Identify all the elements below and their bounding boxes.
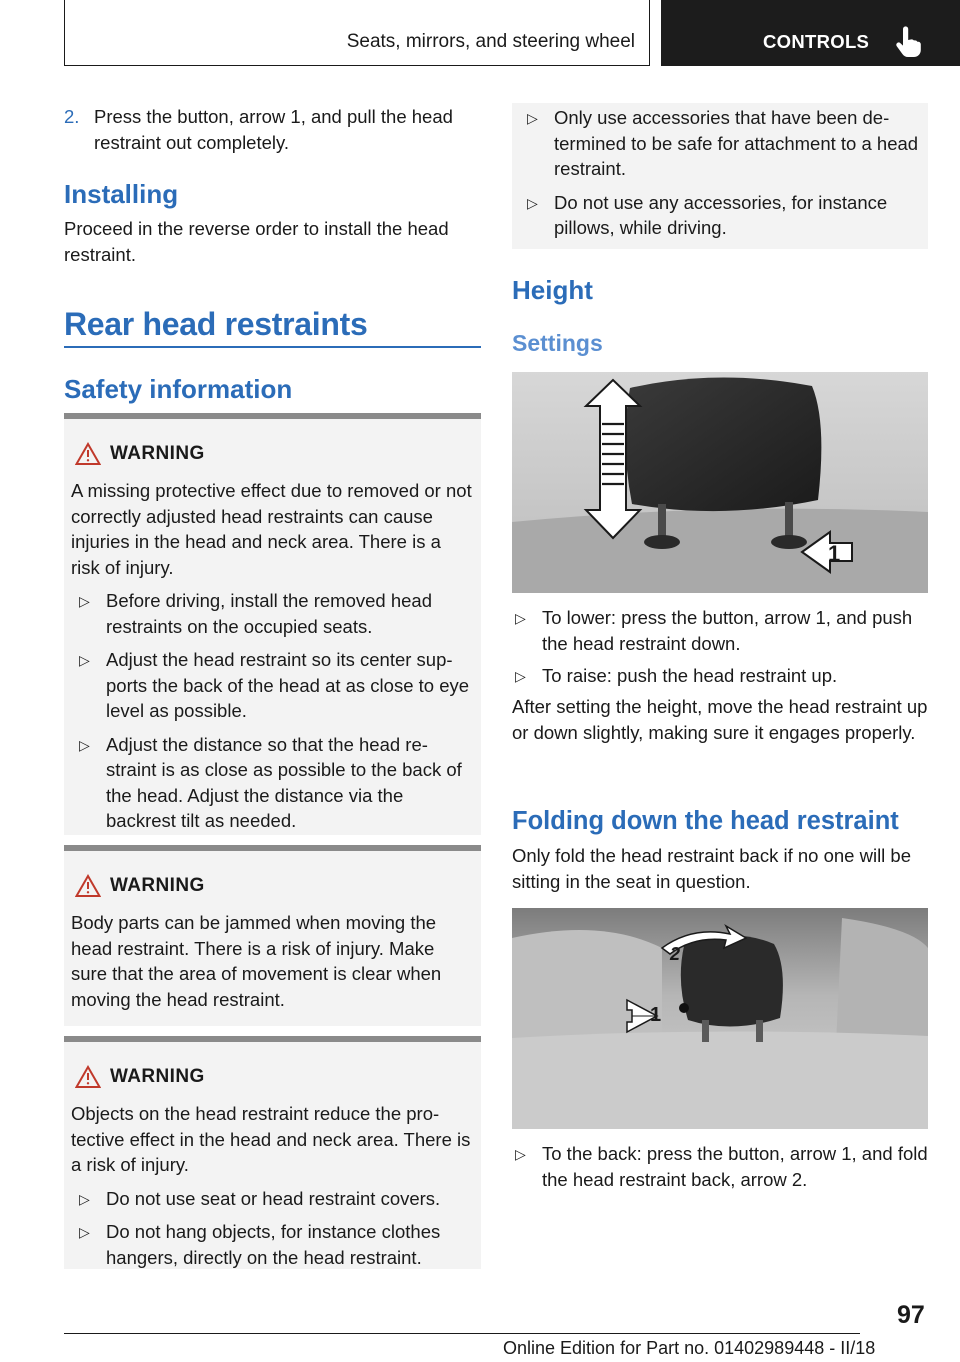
triangle-bullet-icon: ▷ [79, 652, 90, 668]
warning-box-3 [64, 1036, 481, 1269]
image-callout-1: 1 [650, 1004, 662, 1026]
folding-bullet: ▷ To the back: press the button, arrow 1, and fold the head restraint back, arrow 2. [515, 1143, 928, 1190]
after-setting-text: After setting the height, move the head restraint up or down slightly, making sure it engages properly. [512, 696, 928, 743]
triangle-bullet-icon: ▷ [79, 593, 90, 609]
page-number: 97 [897, 1301, 925, 1329]
warning-title: WARNING [71, 874, 474, 900]
triangle-bullet-icon: ▷ [515, 610, 526, 626]
edition-text: Online Edition for Part no. 01402989448 - II/18 [503, 1338, 876, 1358]
header-section-box [64, 0, 650, 66]
installing-text: Proceed in the reverse order to install the head restraint. [64, 218, 449, 265]
head-restraint-fold-illustration [512, 908, 928, 1129]
warning-bullet: ▷ Adjust the distance so that the head re-straint is as close as possible to the back of the head. Adjust the distance via the backrest tilt as needed. [79, 733, 462, 831]
footer-rule [64, 1333, 860, 1334]
heading-rule [64, 346, 481, 348]
step-text: Press the button, arrow 1, and pull the head restraint out completely. [94, 106, 453, 153]
installing-heading: Installing [64, 179, 179, 209]
warning-bullet: ▷ Do not hang objects, for instance clothes hangers, directly on the head restraint. [79, 1221, 441, 1268]
warning-bullet: ▷ Before driving, install the removed head restraints on the occupied seats. [79, 590, 432, 637]
step-number: 2. [64, 106, 80, 127]
warning-bullet: ▷ Do not use seat or head restraint covers. [71, 1186, 474, 1212]
folding-down-heading: Folding down the head restraint [512, 807, 899, 835]
warning-box-2 [64, 845, 481, 1026]
warning-triangle-icon [75, 874, 101, 898]
height-heading: Height [512, 275, 593, 305]
triangle-bullet-icon: ▷ [515, 1146, 526, 1162]
folding-text: Only fold the head restraint back if no one will be sitting in the seat in question. [512, 845, 912, 892]
warning-title: WARNING [71, 442, 474, 468]
warning-continuation-box [512, 103, 928, 249]
height-bullet: ▷ To lower: press the button, arrow 1, and push the head restraint down. [515, 607, 913, 654]
triangle-bullet-icon: ▷ [79, 1190, 90, 1207]
triangle-bullet-icon: ▷ [515, 668, 526, 684]
warning-text: Body parts can be jammed when moving the head restraint. There is a risk of injury. Make sure that the area of movement is clear when moving the head restraint. [71, 912, 442, 1010]
safety-information-heading: Safety information [64, 374, 293, 404]
warning-triangle-icon [75, 1065, 101, 1089]
warning-triangle-icon [75, 442, 101, 466]
triangle-bullet-icon: ▷ [527, 194, 538, 211]
hand-pointer-icon [893, 26, 923, 58]
warning-bullet: ▷ Only use accessories that have been de-termined to be safe for attachment to a head restraint. [527, 107, 919, 179]
settings-heading: Settings [512, 330, 603, 356]
warning-text: Objects on the head restraint reduce the pro-tective effect in the head and neck area. There is a risk of injury. [71, 1103, 471, 1175]
image-callout-2: 2 [670, 944, 681, 964]
triangle-bullet-icon: ▷ [79, 1224, 90, 1240]
head-restraint-height-illustration [512, 372, 928, 593]
step-2 [64, 104, 481, 155]
warning-title: WARNING [71, 1065, 474, 1091]
header-section-title: Seats, mirrors, and steering wheel [346, 31, 635, 52]
header-chapter-title: CONTROLS [763, 31, 870, 52]
height-bullet: ▷ To raise: push the head restraint up. [512, 663, 928, 689]
head-restraint-height-image [512, 372, 928, 593]
triangle-bullet-icon: ▷ [79, 736, 90, 753]
warning-bullet: ▷ Adjust the head restraint so its center sup-ports the back of the head at as close to eye level as possible. [79, 649, 470, 721]
warning-text: A missing protective effect due to removed or not correctly adjusted head restraints can cause injuries in the head and neck area. There is a risk of injury. [71, 480, 472, 578]
head-restraint-fold-image [512, 908, 928, 1129]
warning-bullet: ▷ Do not use any accessories, for instance pillows, while driving. [527, 191, 888, 238]
triangle-bullet-icon: ▷ [527, 110, 538, 126]
rear-head-restraints-heading: Rear head restraints [64, 306, 368, 342]
image-callout-1: 1 [828, 541, 841, 566]
warning-box-1 [64, 413, 481, 835]
